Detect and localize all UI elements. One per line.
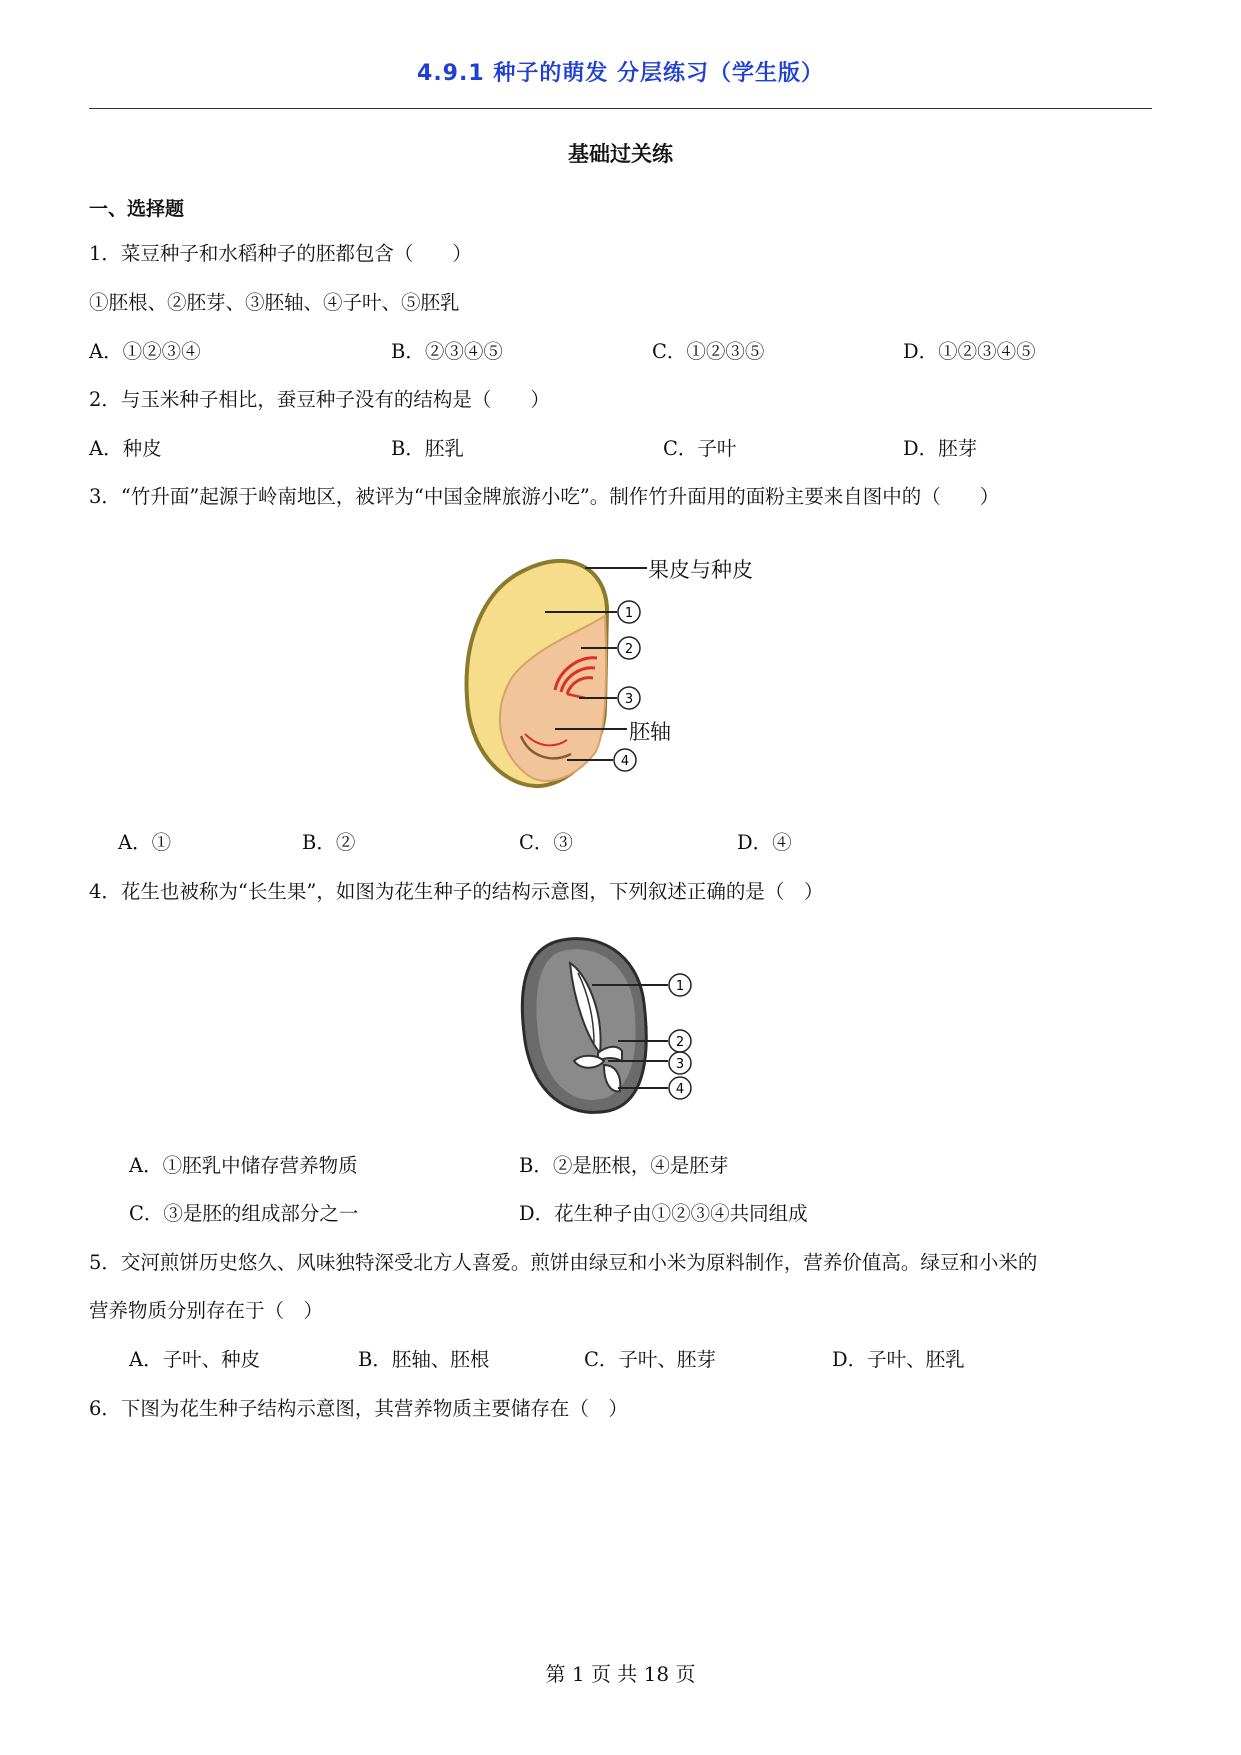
- q4-option-b: B．②是胚根，④是胚芽: [519, 1154, 729, 1177]
- q5-option-b: B．胚轴、胚根: [358, 1348, 490, 1371]
- corn-label-1: 1: [624, 606, 634, 621]
- peanut-label-3: 3: [675, 1057, 685, 1072]
- header-divider: [89, 108, 1152, 109]
- label-pericarp-seedcoat: 果皮与种皮: [648, 558, 753, 582]
- peanut-seed-diagram: [518, 933, 728, 1123]
- q1-option-a: A．①②③④: [89, 340, 201, 363]
- q5-option-d: D．子叶、胚乳: [832, 1348, 965, 1371]
- q3-option-b: B．②: [302, 831, 356, 854]
- document-title: 4.9.1 种子的萌发 分层练习（学生版）: [417, 61, 824, 86]
- q4-option-c: C．③是胚的组成部分之一: [129, 1202, 359, 1225]
- q1-option-c: C．①②③⑤: [652, 340, 765, 363]
- q4-stem: 4．花生也被称为“长生果”，如图为花生种子的结构示意图，下列叙述正确的是（ ）: [89, 880, 824, 903]
- q5-option-c: C．子叶、胚芽: [584, 1348, 716, 1371]
- q4-option-d: D．花生种子由①②③④共同组成: [519, 1202, 808, 1225]
- q5-option-a: A．子叶、种皮: [129, 1348, 261, 1371]
- q6-stem: 6．下图为花生种子结构示意图，其营养物质主要储存在（ ）: [89, 1397, 628, 1420]
- q3-option-c: C．③: [519, 831, 573, 854]
- page-footer: 第 1 页 共 18 页: [545, 1662, 696, 1686]
- q2-option-c: C．子叶: [663, 437, 737, 460]
- q1-option-b: B．②③④⑤: [391, 340, 503, 363]
- corn-seed-diagram: [455, 548, 795, 790]
- corn-label-4: 4: [620, 754, 630, 769]
- corn-label-2: 2: [624, 642, 634, 657]
- q4-option-a: A．①胚乳中储存营养物质: [129, 1154, 358, 1177]
- corn-seed-figure: [455, 548, 795, 790]
- q3-option-d: D．④: [737, 831, 792, 854]
- q1-option-d: D．①②③④⑤: [903, 340, 1036, 363]
- peanut-hypocotyl: [574, 1056, 604, 1068]
- q1-stem: 1．菜豆种子和水稻种子的胚都包含（ ）: [89, 242, 472, 265]
- peanut-label-1: 1: [675, 979, 685, 994]
- peanut-label-2: 2: [675, 1035, 685, 1050]
- q2-option-b: B．胚乳: [391, 437, 464, 460]
- q5-stem-line1: 5．交河煎饼历史悠久、风味独特深受北方人喜爱。煎饼由绿豆和小米为原料制作，营养价值高。绿豆和小米的: [89, 1251, 1038, 1274]
- q2-option-d: D．胚芽: [903, 437, 978, 460]
- q5-stem-line2: 营养物质分别存在于（ ）: [89, 1299, 324, 1322]
- peanut-label-4: 4: [675, 1082, 685, 1097]
- label-embryo-axis: 胚轴: [629, 720, 671, 744]
- q2-stem: 2．与玉米种子相比，蚕豆种子没有的结构是（ ）: [89, 388, 550, 411]
- q2-option-a: A．种皮: [89, 437, 162, 460]
- q3-stem: 3．“竹升面”起源于岭南地区，被评为“中国金牌旅游小吃”。制作竹升面用的面粉主要来自图中的（ ）: [89, 485, 1000, 508]
- section-title: 基础过关练: [568, 142, 673, 166]
- corn-label-3: 3: [624, 692, 634, 707]
- q1-items: ①胚根、②胚芽、③胚轴、④子叶、⑤胚乳: [89, 291, 460, 314]
- part-heading: 一、选择题: [89, 198, 185, 220]
- q3-option-a: A．①: [118, 831, 172, 854]
- peanut-seed-figure: [518, 933, 728, 1123]
